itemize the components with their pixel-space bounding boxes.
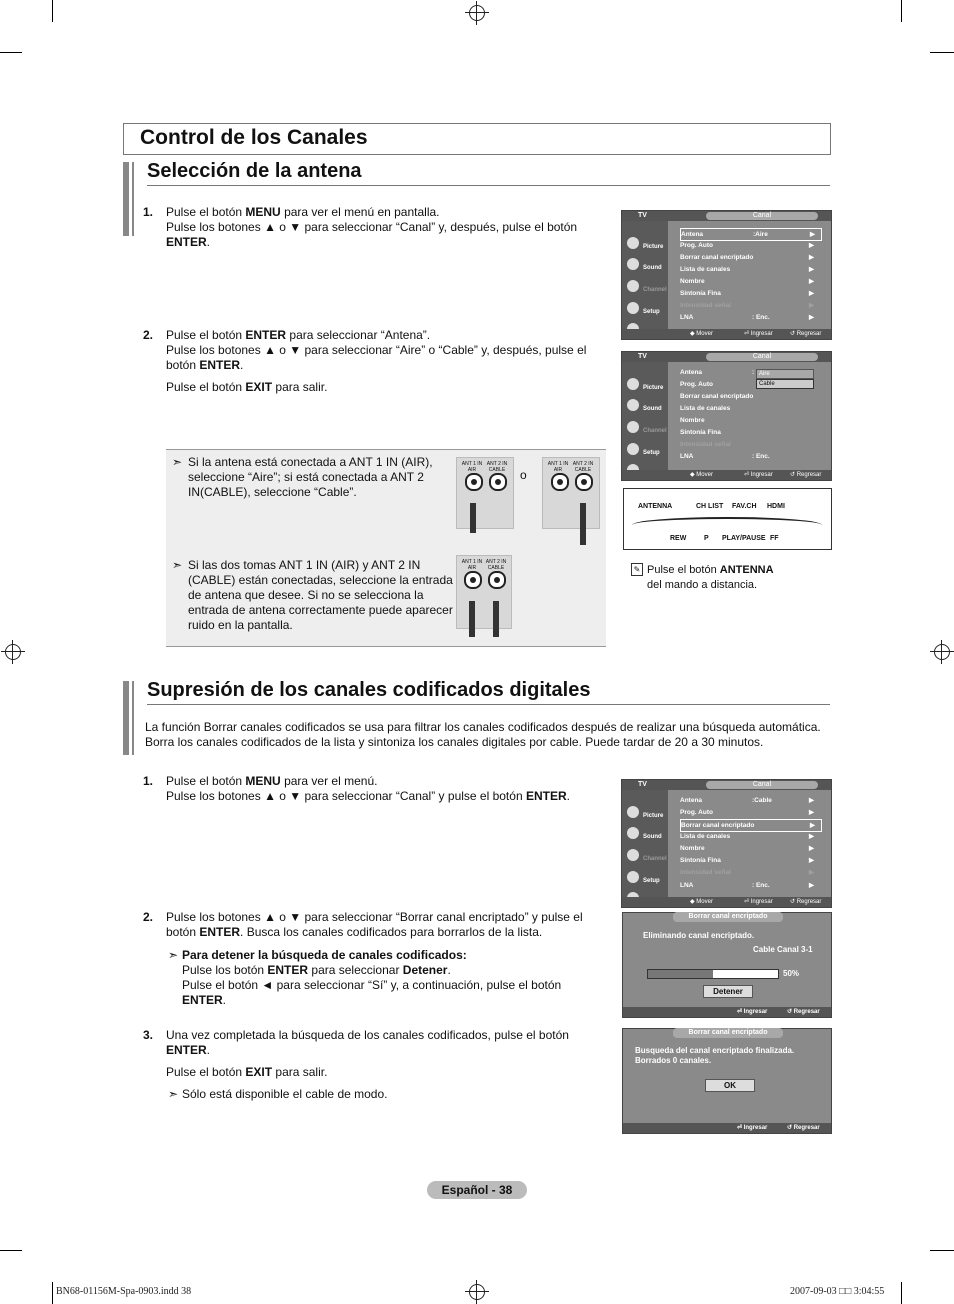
popup-line2: Cable Canal 3-1 bbox=[753, 945, 813, 954]
crop-mark bbox=[930, 1250, 954, 1251]
tv-menu-borrar-canal: TV Canal Picture Sound Channel Setup Antena :Cable ▶ Prog. Auto ▶ Borrar canal encriptado ▶ Lista de canales ▶ Nombre ▶ Sintonía Fina ▶ Intensidad señal ▶ LNA : Enc. ▶ ◆ Mover ⏎ Ingresar ↺ Regresar bbox=[621, 779, 832, 908]
menu-row[interactable]: Lista de canales bbox=[680, 405, 731, 412]
note-text: Si las dos tomas ANT 1 IN (AIR) y ANT 2 IN (CABLE) están conectadas, seleccione la entrada de antena que desee. Si no se selecciona la entrada de antena correctamente puede aparecer ruido en la pantalla. bbox=[188, 558, 453, 632]
progress-bar bbox=[647, 969, 779, 979]
ant2-label: ANT 2 IN CABLE bbox=[486, 461, 508, 473]
menu-row[interactable]: LNA : Enc. bbox=[680, 453, 770, 460]
step-text: Pulse el botón MENU para ver el menú en pantalla. Pulse los botones ▲ o ▼ para seleccionar “Canal” y, después, pulse el botón ENTER. bbox=[166, 205, 578, 249]
antenna-panel-diagram bbox=[456, 555, 512, 629]
channel-icon bbox=[627, 280, 639, 292]
popup-line1: Eliminando canal encriptado. bbox=[643, 931, 755, 940]
section-bar bbox=[123, 681, 129, 755]
registration-mark-icon bbox=[469, 5, 485, 21]
ant2-jack-icon bbox=[575, 473, 593, 491]
ant1-label: ANT 1 IN AIR bbox=[461, 461, 483, 473]
crop-mark bbox=[52, 0, 53, 22]
ant2-jack-icon bbox=[489, 473, 507, 491]
step-text: Pulse el botón ENTER para seleccionar “Antena”. Pulse los botones ▲ o ▼ para seleccionar “Aire” o “Cable” y, después, pulse el botón ENTER. Pulse el botón EXIT para salir. bbox=[166, 328, 587, 394]
menu-row: Intensidad señal bbox=[680, 441, 731, 448]
menu-row[interactable]: Nombre ▶ bbox=[680, 278, 814, 285]
option-aire[interactable]: Aire bbox=[756, 369, 814, 379]
intro-text: La función Borrar canales codificados se usa para filtrar los canales codificados después de realizar una búsqueda automática. Borra los canales codificados de la lista y sintoniza los canales digitales por cable. Puede tardar de 20 a 30 minutos. bbox=[145, 720, 821, 749]
ff-button[interactable]: FF bbox=[770, 535, 779, 542]
step-number: 1. bbox=[143, 774, 154, 788]
fav-ch-button[interactable]: FAV.CH bbox=[732, 503, 757, 510]
note-1 bbox=[172, 455, 442, 500]
menu-row-antena[interactable]: Antena :Aire ▶ bbox=[680, 228, 822, 241]
antenna-cable-icon bbox=[470, 503, 476, 533]
menu-row[interactable]: LNA : Enc. ▶ bbox=[680, 882, 814, 889]
section-divider bbox=[147, 704, 830, 705]
remote-button-row bbox=[632, 517, 822, 533]
ant2-label: ANT 2 IN CABLE bbox=[485, 559, 507, 571]
finished-popup: Borrar canal encriptado Busqueda del canal encriptado finalizada. Borrados 0 canales. OK ⏎ Ingresar ↺ Regresar bbox=[622, 1028, 832, 1134]
page-number: Español - 38 bbox=[427, 1181, 527, 1199]
menu-row[interactable]: Sintonía Fina ▶ bbox=[680, 290, 814, 297]
menu-row[interactable]: Nombre ▶ bbox=[680, 845, 814, 852]
ok-button[interactable]: OK bbox=[705, 1079, 755, 1092]
picture-icon bbox=[627, 237, 639, 249]
print-file: BN68-01156M-Spa-0903.indd 38 bbox=[56, 1286, 192, 1297]
cable-only-note: ➣ Sólo está disponible el cable de modo. bbox=[168, 1087, 388, 1101]
note-text: Si la antena está conectada a ANT 1 IN (AIR), seleccione “Aire”; si está conectada a ANT 2 IN(CABLE), seleccione “Cable”. bbox=[188, 455, 433, 499]
step-text: Pulse el botón MENU para ver el menú. Pulse los botones ▲ o ▼ para seleccionar “Canal” y pulse el botón ENTER. bbox=[166, 774, 570, 803]
note-arrow-icon: ➣ bbox=[172, 455, 183, 469]
crop-mark bbox=[930, 52, 954, 53]
stop-note: ➣ Para detener la búsqueda de canales codificados: Pulse los botón ENTER para seleccionar Detener. Pulse el botón ◄ para seleccionar “Sí” y, a continuación, pulse el botón ENTER. bbox=[168, 948, 562, 1007]
rew-button[interactable]: REW bbox=[670, 535, 687, 542]
picture-icon bbox=[627, 378, 639, 390]
section-bar bbox=[123, 162, 129, 236]
antenna-panel-diagram bbox=[542, 457, 600, 529]
menu-row-borrar[interactable]: Borrar canal encriptado ▶ bbox=[680, 819, 822, 832]
antenna-cable-icon bbox=[580, 503, 586, 545]
menu-row: Intensidad señal ▶ bbox=[680, 869, 814, 876]
remote-note: Pulse el botón ANTENNA del mando a distancia. bbox=[647, 564, 774, 591]
note-2 bbox=[172, 558, 457, 633]
hdmi-button[interactable]: HDMI bbox=[767, 503, 785, 510]
ant1-jack-icon bbox=[551, 473, 569, 491]
crop-mark bbox=[901, 1282, 902, 1304]
ant1-label: ANT 1 IN AIR bbox=[461, 559, 483, 571]
antenna-cable-icon bbox=[493, 601, 499, 637]
menu-row: Intensidad señal ▶ bbox=[680, 302, 814, 309]
note-arrow-icon: ➣ bbox=[172, 558, 183, 572]
channel-icon bbox=[627, 421, 639, 433]
picture-icon bbox=[627, 806, 639, 818]
section-title: Supresión de los canales codificados digitales bbox=[147, 679, 591, 701]
ch-list-button[interactable]: CH LIST bbox=[696, 503, 724, 510]
p-button[interactable]: P bbox=[704, 535, 709, 542]
note-arrow-icon: ➣ bbox=[168, 1087, 179, 1101]
setup-icon bbox=[627, 302, 639, 314]
popup-line2: Borrados 0 canales. bbox=[635, 1056, 712, 1065]
ant1-jack-icon bbox=[465, 473, 483, 491]
play-pause-button[interactable]: PLAY/PAUSE bbox=[722, 535, 766, 542]
registration-mark-icon bbox=[469, 1284, 485, 1300]
menu-row[interactable]: Lista de canales ▶ bbox=[680, 833, 814, 840]
step-text: Una vez completada la búsqueda de los canales codificados, pulse el botón ENTER. Pulse el botón EXIT para salir. bbox=[166, 1028, 569, 1079]
page-title-box bbox=[123, 123, 831, 155]
menu-sidebar: Picture Sound Channel Setup bbox=[622, 790, 668, 897]
crop-mark bbox=[901, 0, 902, 22]
menu-row[interactable]: Lista de canales ▶ bbox=[680, 266, 814, 273]
popup-title: Borrar canal encriptado bbox=[673, 912, 783, 922]
tv-menu-canal: TV Canal Picture Sound Channel Setup Antena :Aire ▶ Prog. Auto ▶ Borrar canal encriptado ▶ Lista de canales ▶ Nombre ▶ Sintonía Fina ▶ Intensidad señal ▶ LNA : Enc. ▶ ◆ Mover ⏎ Ingresar ↺ Regresar bbox=[621, 210, 832, 340]
step-number: 3. bbox=[143, 1028, 154, 1042]
menu-row-antena[interactable]: Antena : bbox=[680, 369, 755, 376]
section-title: Selección de la antena bbox=[147, 160, 362, 182]
popup-title: Borrar canal encriptado bbox=[673, 1028, 783, 1038]
section-bar bbox=[132, 681, 134, 755]
ant2-label: ANT 2 IN CABLE bbox=[572, 461, 594, 473]
antenna-cable-icon bbox=[469, 601, 475, 637]
tv-menu-antena-options: TV Canal Picture Sound Channel Setup Antena : Aire Cable Prog. Auto Borrar canal encriptado Lista de canales Nombre Sintonía Fina Intensidad señal LNA : Enc. ◆ Mover ⏎ Ingresar ↺ Regresar bbox=[621, 351, 832, 481]
menu-row[interactable]: Borrar canal encriptado bbox=[680, 393, 754, 400]
section-divider bbox=[147, 185, 830, 186]
antenna-button[interactable]: ANTENNA bbox=[638, 503, 673, 510]
setup-icon bbox=[627, 871, 639, 883]
crop-mark bbox=[52, 1282, 53, 1304]
ant2-jack-icon bbox=[488, 571, 506, 589]
popup-line1: Busqueda del canal encriptado finalizada. bbox=[635, 1046, 795, 1055]
setup-icon bbox=[627, 443, 639, 455]
remote-control-illustration bbox=[623, 488, 832, 550]
crop-mark bbox=[0, 52, 22, 53]
menu-row-antena[interactable]: Antena :Cable ▶ bbox=[680, 797, 814, 804]
detener-button[interactable]: Detener bbox=[703, 985, 753, 998]
page-title: Control de los Canales bbox=[140, 126, 368, 149]
crop-mark bbox=[0, 1250, 22, 1251]
progress-percent: 50% bbox=[783, 969, 800, 978]
progress-fill bbox=[648, 970, 713, 978]
step-number: 1. bbox=[143, 205, 154, 219]
sound-icon bbox=[627, 258, 639, 270]
registration-mark-icon bbox=[5, 644, 21, 660]
step-number: 2. bbox=[143, 328, 154, 342]
section-bar bbox=[132, 162, 134, 236]
sound-icon bbox=[627, 399, 639, 411]
deleting-popup: Borrar canal encriptado Eliminando canal encriptado. Cable Canal 3-1 50% Detener ⏎ Ingresar ↺ Regresar bbox=[622, 912, 832, 1018]
step-number: 2. bbox=[143, 910, 154, 924]
menu-row[interactable]: Sintonía Fina ▶ bbox=[680, 857, 814, 864]
print-date: 2007-09-03 □□ 3:04:55 bbox=[790, 1286, 885, 1297]
note-arrow-icon: ➣ bbox=[168, 948, 179, 962]
menu-row[interactable]: Prog. Auto ▶ bbox=[680, 242, 814, 249]
menu-row[interactable]: Nombre bbox=[680, 417, 705, 424]
channel-icon bbox=[627, 849, 639, 861]
menu-row[interactable]: Prog. Auto bbox=[680, 381, 713, 388]
antenna-panel-diagram bbox=[456, 457, 514, 529]
option-cable[interactable]: Cable bbox=[756, 379, 814, 389]
menu-sidebar: Picture Sound Channel Setup bbox=[622, 362, 668, 470]
menu-sidebar: Picture Sound Channel Setup bbox=[622, 221, 668, 329]
sound-icon bbox=[627, 827, 639, 839]
menu-row[interactable]: Sintonía Fina bbox=[680, 429, 721, 436]
menu-row[interactable]: Prog. Auto ▶ bbox=[680, 809, 814, 816]
ant1-label: ANT 1 IN AIR bbox=[547, 461, 569, 473]
step-text: Pulse los botones ▲ o ▼ para seleccionar “Borrar canal encriptado” y pulse el botón ENTER. Busca los canales codificados para borrarlos de la lista. bbox=[166, 910, 583, 939]
or-text: o bbox=[520, 468, 527, 482]
hand-icon: ✎ bbox=[631, 563, 643, 576]
registration-mark-icon bbox=[934, 644, 950, 660]
ant1-jack-icon bbox=[464, 571, 482, 589]
menu-row[interactable]: LNA : Enc. ▶ bbox=[680, 314, 814, 321]
menu-row[interactable]: Borrar canal encriptado ▶ bbox=[680, 254, 814, 261]
